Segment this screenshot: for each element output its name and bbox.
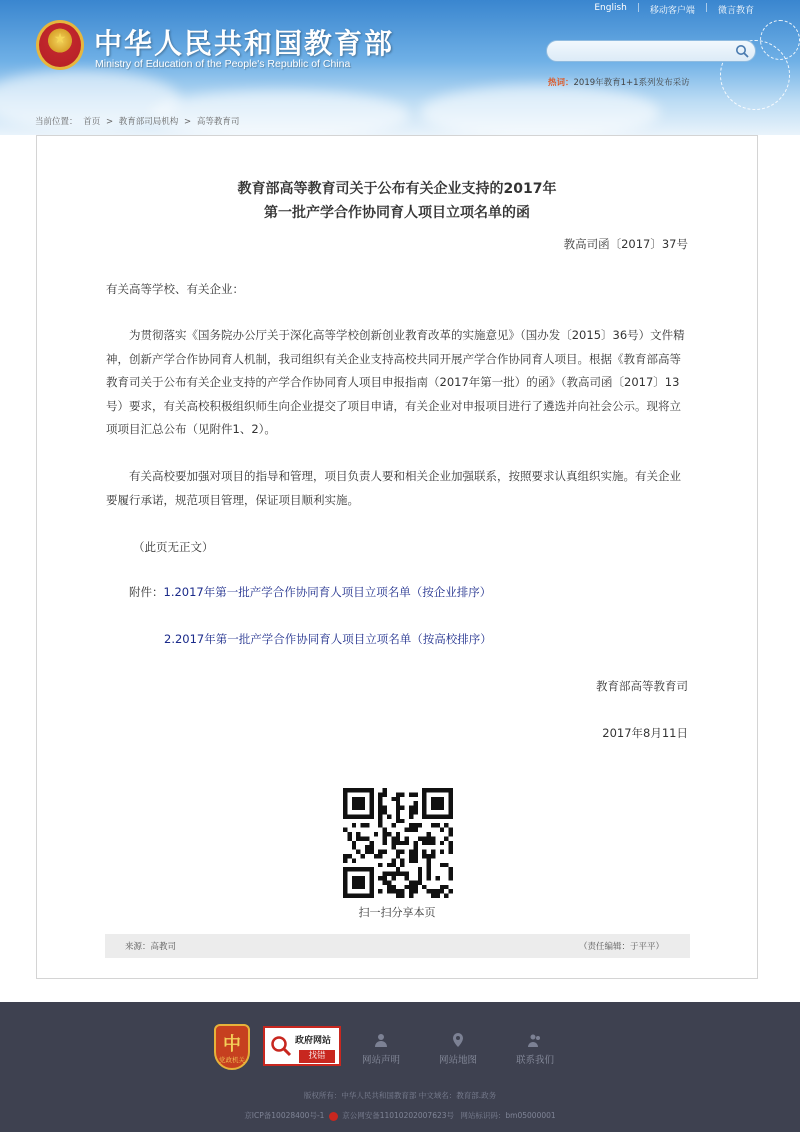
site-map-label: 网站地图 (438, 1055, 477, 1066)
party-badge-label: 党政机关 (219, 1056, 245, 1064)
registration-info (0, 1110, 800, 1121)
site-footer (0, 1002, 800, 1132)
divider: | (704, 3, 708, 13)
breadcrumb-departments[interactable]: 教育部司局机构 (118, 117, 179, 127)
site-statement-label: 网站声明 (361, 1055, 400, 1066)
breadcrumb-separator: > (105, 117, 114, 127)
body-paragraph-2: 有关高校要加强对项目的指导和管理，项目负责人要和相关企业加强联系，按照要求认真组织实施。有关企业要履行承诺，规范项目管理，保证项目顺利实施。 (106, 469, 681, 507)
copyright-text: 版权所有：中华人民共和国教育部 中文域名：教育部.政务 (303, 1091, 497, 1100)
qr-code (343, 788, 453, 898)
weiyan-link[interactable]: 微言教育 (717, 6, 754, 16)
attachment-1-link[interactable]: 1.2017年第一批产学合作协同育人项目立项名单（按企业排序） (163, 585, 492, 599)
cloud-decoration (150, 90, 410, 135)
gov-badge-action: 找错 (299, 1050, 335, 1063)
breadcrumb-separator: > (183, 117, 192, 127)
no-text-note: （此页无正文） (133, 540, 214, 554)
contacts-icon (527, 1032, 543, 1048)
contact-us-label: 联系我们 (515, 1055, 554, 1066)
source-text: 来源：高教司 (125, 942, 177, 952)
police-badge-icon (329, 1112, 338, 1121)
article-panel (36, 135, 758, 979)
top-links (594, 3, 754, 16)
breadcrumb-label: 当前位置： (35, 117, 78, 127)
article-title-line2: 第一批产学合作协同育人项目立项名单的函 (264, 205, 530, 221)
breadcrumb-home[interactable]: 首页 (83, 117, 101, 127)
source-bar (105, 934, 690, 958)
site-subtitle: Ministry of Education of the People's Republic of China (95, 58, 351, 70)
icp-link[interactable]: 京ICP备10028400号-1 (244, 1111, 325, 1120)
salutation: 有关高等学校、有关企业： (106, 282, 244, 296)
person-icon (373, 1032, 389, 1048)
party-badge-icon: 中 (223, 1034, 241, 1055)
police-record-link[interactable]: 京公网安备11010202007623号 (342, 1111, 455, 1120)
site-map-link[interactable] (433, 1032, 483, 1066)
star-icon: ★ (53, 31, 67, 47)
dandelion-decoration (760, 20, 800, 60)
location-pin-icon (450, 1032, 466, 1048)
site-statement-link[interactable] (356, 1032, 406, 1066)
attachment-2-link[interactable]: 2.2017年第一批产学合作协同育人项目立项名单（按高校排序） (164, 632, 492, 646)
signature: 教育部高等教育司 (596, 679, 688, 693)
contact-us-link[interactable] (510, 1032, 560, 1066)
document-number: 教高司函〔2017〕37号 (563, 237, 688, 251)
body-paragraph-1: 为贯彻落实《国务院办公厅关于深化高等学校创新创业教育改革的实施意见》（国办发〔2015〕36号）文件精神，创新产学合作协同育人机制，我司组织有关企业支持高校共同开展产学合作协同育人项目。根据《教育部高等教育司关于公布有关企业支持的产学合作协同育人项目申报指南（2017年第一批）的函》（教高司函〔2017〕13号）要求，有关高校积极组织师生向企业提交了项目申请，有关企业对申报项目进行了遴选并向社会公示。现将立项项目汇总公布（见附件1、2）。 (106, 328, 685, 436)
national-emblem-logo[interactable] (36, 20, 84, 70)
attachment-2 (164, 631, 492, 647)
attachment-1 (129, 584, 491, 600)
gov-site-error-report-badge[interactable] (263, 1026, 341, 1066)
editor-text: （责任编辑：于平平） (578, 942, 664, 952)
site-header (0, 0, 800, 135)
mobile-client-link[interactable]: 移动客户端 (649, 6, 695, 16)
hot-words (548, 76, 690, 88)
english-link[interactable]: English (594, 3, 627, 13)
site-id-text: 网站标识码：bm05000001 (460, 1111, 556, 1120)
breadcrumb (35, 115, 242, 127)
cloud-decoration (420, 85, 660, 135)
hot-word-link[interactable]: 2019年教育1+1系列发布采访 (573, 78, 690, 88)
search-input[interactable] (546, 40, 756, 62)
divider: | (636, 3, 640, 13)
party-government-badge[interactable] (214, 1024, 250, 1070)
magnifier-icon (269, 1034, 293, 1058)
hot-label: 热词： (548, 78, 574, 88)
breadcrumb-higher-ed[interactable]: 高等教育司 (196, 117, 240, 127)
gov-badge-title: 政府网站 (295, 1036, 332, 1046)
site-title[interactable]: 中华人民共和国教育部 (94, 27, 395, 60)
qr-caption: 扫一扫分享本页 (358, 906, 436, 919)
issue-date: 2017年8月11日 (602, 726, 688, 740)
article-title-line1: 教育部高等教育司关于公布有关企业支持的2017年 (237, 181, 557, 197)
attachment-label: 附件： (129, 585, 164, 599)
search-icon[interactable] (735, 44, 749, 58)
